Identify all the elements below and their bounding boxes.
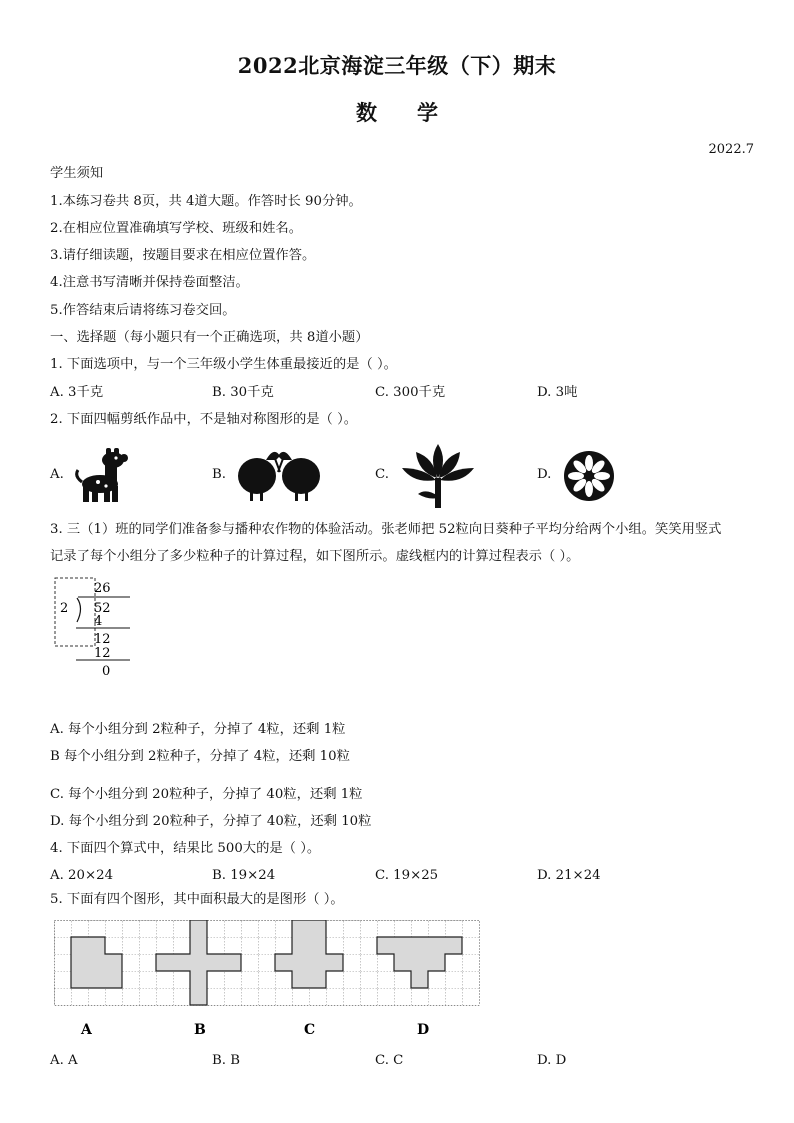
page-title: 2022北京海淀三年级（下）期末 [237,53,557,78]
exam-date: 2022.7 [708,142,754,157]
notice-item: 5.作答结束后请将练习卷交回。 [50,303,236,318]
q5-option-c[interactable]: C. C [375,1053,404,1068]
notice-item: 1.本练习卷共 8页，共 4道大题。作答时长 90分钟。 [50,194,362,209]
figure-label-d: D [417,1022,430,1038]
q1-option-d[interactable]: D. 3吨 [537,385,578,400]
question-3-line1: 3. 三（1）班的同学们准备参与播种农作物的体验活动。张老师把 52粒向日葵种子平均分给两个小组。笑笑用竖式 [50,522,722,537]
question-5: 5. 下面有四个图形，其中面积最大的是图形（ ）。 [50,892,344,907]
figure-label-a: A [81,1022,92,1038]
step-1: 4 [94,614,103,629]
step-2: 12 [94,632,111,647]
quotient: 26 [94,581,111,596]
notice-item: 2.在相应位置准确填写学校、班级和姓名。 [50,221,303,236]
flower-papercut-image [402,444,474,508]
q5-option-b[interactable]: B. B [212,1053,240,1068]
q1-option-c[interactable]: C. 300千克 [375,385,446,400]
q3-option-d[interactable]: D. 每个小组分到 20粒种子，分掉了 40粒，还剩 10粒 [50,814,372,829]
dividend: 52 [94,601,111,616]
q3-option-a[interactable]: A. 每个小组分到 2粒种子，分掉了 4粒，还剩 1粒 [50,722,346,737]
q2-label-b[interactable]: B. [212,467,226,482]
divisor: 2 [60,601,69,616]
q2-label-d[interactable]: D. [537,467,552,482]
q1-option-a[interactable]: A. 3千克 [50,385,104,400]
q5-option-a[interactable]: A. A [50,1053,78,1068]
q4-option-d[interactable]: D. 21×24 [537,868,601,883]
q3-option-c[interactable]: C. 每个小组分到 20粒种子，分掉了 40粒，还剩 1粒 [50,787,363,802]
q4-option-b[interactable]: B. 19×24 [212,868,276,883]
q2-label-c[interactable]: C. [375,467,389,482]
q3-option-b[interactable]: B 每个小组分到 2粒种子，分掉了 4粒，还剩 10粒 [50,749,350,764]
q4-option-a[interactable]: A. 20×24 [50,868,114,883]
q1-option-b[interactable]: B. 30千克 [212,385,274,400]
giraffe-papercut-image [74,446,134,504]
notice-item: 3.请仔细读题，按题目要求在相应位置作答。 [50,248,316,263]
q4-option-c[interactable]: C. 19×25 [375,868,439,883]
notice-heading: 学生须知 [50,166,104,181]
q5-option-d[interactable]: D. D [537,1053,567,1068]
q2-label-a[interactable]: A. [50,467,64,482]
long-division-figure [52,576,142,680]
subject-title: 数学 [356,100,478,125]
remainder: 0 [102,664,111,679]
figure-label-b: B [194,1022,206,1038]
section-heading: 一、选择题（每小题只有一个正确选项，共 8道小题） [50,330,369,345]
question-2: 2. 下面四幅剪纸作品中，不是轴对称图形的是（ ）。 [50,412,358,427]
figure-label-c: C [304,1022,316,1038]
question-4: 4. 下面四个算式中，结果比 500大的是（ ）。 [50,841,321,856]
notice-item: 4.注意书写清晰并保持卷面整洁。 [50,275,249,290]
question-1: 1. 下面选项中，与一个三年级小学生体重最接近的是（ ）。 [50,357,397,372]
area-grid-figure [54,920,486,1046]
step-3: 12 [94,646,111,661]
birds-papercut-image [236,446,322,502]
question-3-line2: 记录了每个小组分了多少粒种子的计算过程，如下图所示。虚线框内的计算过程表示（ ）。 [50,549,580,564]
flower-circle-papercut-image [563,450,615,502]
